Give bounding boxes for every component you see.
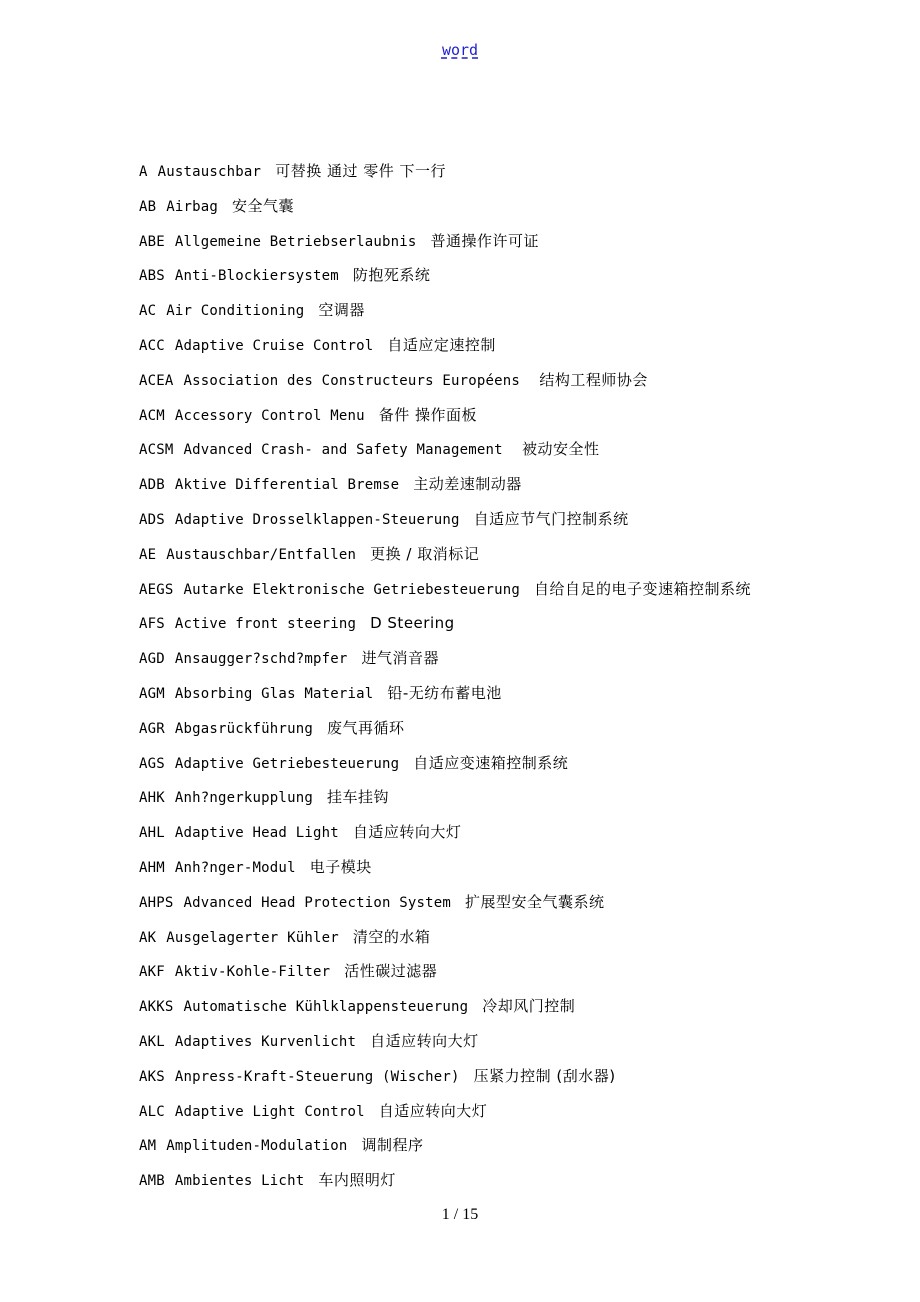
list-item [139,157,899,192]
entry-translation: 废气再循环 [326,718,405,737]
entry-abbreviation: AHK [139,790,165,807]
list-item [139,1062,899,1097]
entry-abbreviation: AEGS [139,581,174,598]
entry-term: Ausgelagerter Kühler [166,929,339,946]
entry-term: Austauschbar/Entfallen [166,546,357,563]
entry-translation: 自适应变速箱控制系统 [413,753,569,772]
list-item [139,818,899,853]
entry-translation: 调制程序 [361,1136,424,1155]
abbreviation-list [139,157,899,1201]
entry-translation: 压紧力控制 (刮水器) [473,1066,616,1085]
entry-translation: 活性碳过滤器 [344,962,438,981]
entry-abbreviation: AKL [139,1033,165,1050]
entry-translation: 普通操作许可证 [430,231,540,250]
entry-term: Association des Constructeurs Européens [183,372,521,389]
entry-abbreviation: A [139,164,148,180]
entry-abbreviation: AHM [139,859,165,876]
list-item [139,923,899,958]
entry-translation: 自适应节气门控制系统 [473,509,629,528]
entry-term: Adaptive Drosselklappen-Steuerung [174,511,460,528]
list-item [139,1027,899,1062]
entry-term: Automatische Kühlklappensteuerung [183,999,469,1016]
entry-term: Ambientes Licht [174,1173,305,1190]
entry-abbreviation: AFS [139,616,165,633]
entry-term: Adaptive Head Light [174,825,339,842]
entry-term: Austauschbar [157,164,262,180]
entry-term: Anpress-Kraft-Steuerung (Wischer) [174,1068,460,1085]
entry-translation: 扩展型安全气囊系统 [465,892,605,911]
entry-translation: 防抱死系统 [352,266,431,285]
entry-term: Aktive Differential Bremse [174,477,400,494]
entry-translation: 主动差速制动器 [413,475,522,494]
entry-abbreviation: ACM [139,407,165,424]
entry-term: Allgemeine Betriebserlaubnis [174,233,417,250]
list-item [139,853,899,888]
entry-translation: 被动安全性 [516,440,600,459]
entry-term: Absorbing Glas Material [174,685,374,702]
entry-abbreviation: ACC [139,337,165,354]
entry-translation: 电子模块 [309,857,372,876]
list-item [139,679,899,714]
entry-abbreviation: AB [139,198,157,215]
list-item [139,749,899,784]
list-item [139,261,899,296]
list-item [139,992,899,1027]
entry-term: Airbag [166,198,219,215]
entry-translation: 进气消音器 [361,649,439,668]
list-item [139,714,899,749]
list-item [139,609,899,644]
list-item [139,644,899,679]
entry-term: Autarke Elektronische Getriebesteuerung [183,581,521,598]
entry-term: Adaptive Light Control [174,1103,365,1120]
list-item [139,401,899,436]
entry-translation: 自适应转向大灯 [378,1101,488,1120]
entry-translation: 清空的水箱 [352,927,431,946]
entry-term: Anti-Blockiersystem [174,268,339,285]
entry-translation: 安全气囊 [232,196,295,215]
list-item [139,366,899,401]
list-item [139,957,899,992]
list-item [139,192,899,227]
entry-abbreviation: AKS [139,1068,165,1085]
list-item [139,227,899,262]
entry-abbreviation: AGM [139,685,165,702]
entry-abbreviation: AK [139,929,157,946]
entry-term: Advanced Crash- and Safety Management [183,442,503,459]
entry-translation: 车内照明灯 [318,1171,396,1190]
entry-term: Abgasrückführung [174,720,313,737]
list-item [139,575,899,610]
entry-term: Aktiv-Kohle-Filter [174,964,331,981]
entry-abbreviation: AHL [139,825,165,842]
list-item [139,540,899,575]
entry-term: Adaptive Cruise Control [174,337,374,354]
entry-translation: 自给自足的电子变速箱控制系统 [534,579,752,598]
entry-abbreviation: ACSM [139,442,174,459]
entry-abbreviation: AMB [139,1173,165,1190]
entry-translation: 自适应转向大灯 [352,823,462,842]
entry-term: Amplituden-Modulation [166,1138,348,1155]
entry-term: Ansaugger?schd?mpfer [174,651,348,668]
list-item [139,783,899,818]
entry-term: Anh?nger-Modul [174,859,296,876]
entry-abbreviation: AGD [139,651,165,668]
page-number: 1 / 15 [441,1206,479,1223]
list-item [139,1166,899,1201]
entry-abbreviation: AE [139,546,157,563]
entry-abbreviation: ALC [139,1103,165,1120]
entry-abbreviation: AGR [139,720,165,737]
entry-abbreviation: AM [139,1138,157,1155]
entry-abbreviation: AGS [139,755,165,772]
entry-term: Adaptives Kurvenlicht [174,1033,357,1050]
entry-translation: 冷却风门控制 [482,997,576,1016]
entry-term: Advanced Head Protection System [183,894,452,911]
entry-term: Anh?ngerkupplung [174,790,313,807]
entry-abbreviation: ADS [139,511,165,528]
entry-abbreviation: AKKS [139,999,174,1016]
entry-abbreviation: AC [139,303,157,320]
entry-term: Active front steering [174,616,357,633]
entry-translation: 挂车挂钩 [326,788,389,807]
entry-abbreviation: AHPS [139,894,174,911]
list-item [139,1097,899,1132]
list-item [139,331,899,366]
header-link-text[interactable]: word [441,41,479,59]
entry-abbreviation: ACEA [139,372,174,389]
entry-translation: 铅-无纺布蓄电池 [387,683,502,702]
list-item [139,296,899,331]
list-item [139,1131,899,1166]
entry-translation: 可替换 通过 零件 下一行 [275,162,446,180]
entry-translation: D Steering [370,614,455,633]
entry-abbreviation: ADB [139,477,165,494]
list-item [139,505,899,540]
entry-abbreviation: AKF [139,964,165,981]
entry-translation: 备件 操作面板 [378,405,478,424]
header-word-link[interactable] [0,40,920,60]
entry-translation: 自适应定速控制 [387,335,496,354]
entry-translation: 结构工程师协会 [534,370,648,389]
entry-translation: 自适应转向大灯 [370,1031,479,1050]
entry-term: Air Conditioning [166,303,305,320]
list-item [139,888,899,923]
list-item [139,470,899,505]
entry-abbreviation: ABS [139,268,165,285]
entry-translation: 空调器 [318,301,365,320]
entry-term: Adaptive Getriebesteuerung [174,755,400,772]
entry-term: Accessory Control Menu [174,407,365,424]
entry-translation: 更换 / 取消标记 [370,544,480,563]
list-item [139,435,899,470]
entry-abbreviation: ABE [139,233,165,250]
